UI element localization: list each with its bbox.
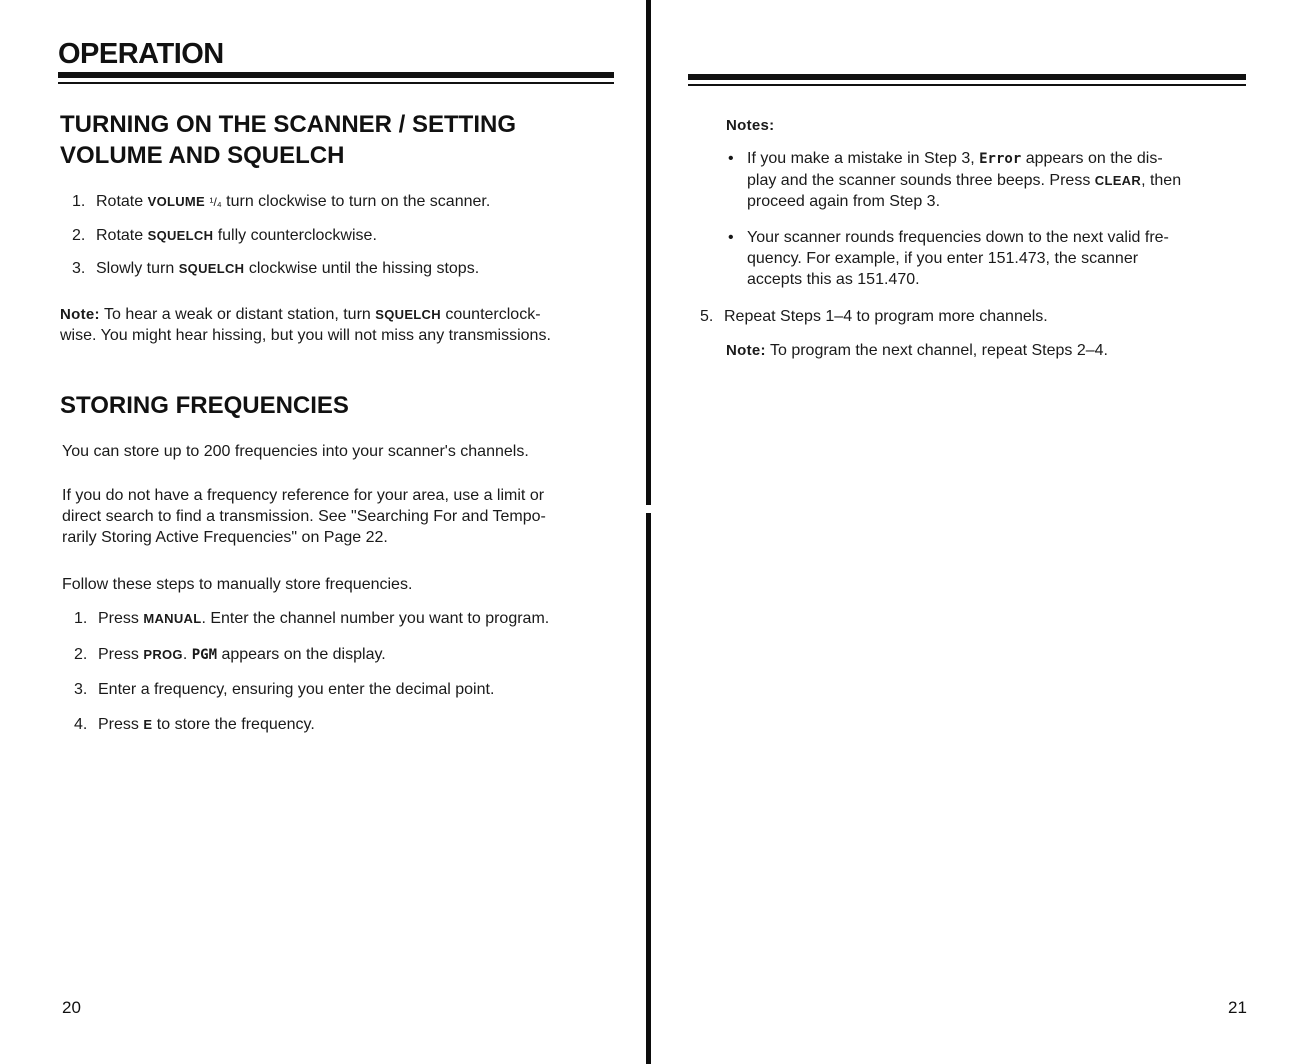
step-text: Rotate xyxy=(96,193,148,210)
display-text: Error xyxy=(979,151,1022,167)
paragraph: You can store up to 200 frequencies into your scanner's channels. xyxy=(62,443,529,460)
paragraph: Follow these steps to manually store frequencies. xyxy=(62,576,413,593)
note-text: accepts this as 151.470. xyxy=(747,271,920,288)
step-text: clockwise until the hissing stops. xyxy=(244,260,480,277)
step-number: 1. xyxy=(72,193,86,210)
note-bullet xyxy=(747,148,1245,212)
step-item xyxy=(700,306,1048,327)
note-text: counterclock- xyxy=(440,306,541,323)
note-text: proceed again from Step 3. xyxy=(747,193,941,210)
key-label: SQUELCH xyxy=(375,307,441,322)
notes-label: Notes: xyxy=(726,117,775,134)
step-item xyxy=(74,608,549,629)
note-text: To program the next channel, repeat Steps 2–4. xyxy=(765,342,1108,359)
key-label: PROG xyxy=(143,647,183,662)
step-text: appears on the display. xyxy=(217,646,386,663)
step-item xyxy=(74,714,315,735)
step-number: 3. xyxy=(74,681,88,698)
step-text: . xyxy=(182,646,192,663)
section-heading-storing: STORING FREQUENCIES xyxy=(60,392,349,419)
step-item xyxy=(74,679,494,700)
left-page xyxy=(0,0,640,1064)
step-text: Rotate xyxy=(96,227,148,244)
step-number: 2. xyxy=(72,227,86,244)
note-text: If you make a mistake in Step 3, xyxy=(747,150,980,167)
key-label: VOLUME xyxy=(147,194,206,209)
note-bullet xyxy=(747,227,1247,290)
section-heading-turning-on xyxy=(60,109,516,171)
display-text: PGM xyxy=(191,647,218,663)
key-label: E xyxy=(143,717,153,732)
note-label: Note: xyxy=(60,306,100,323)
note-paragraph xyxy=(60,304,618,346)
step-text: Slowly turn xyxy=(96,260,179,277)
heading-line-2: VOLUME AND SQUELCH xyxy=(60,142,345,169)
step-text: Press xyxy=(98,716,144,733)
step-number: 3. xyxy=(72,260,86,277)
step-text: fully counterclockwise. xyxy=(213,227,377,244)
note-text: , then xyxy=(1141,172,1182,189)
bullet-marker: • xyxy=(728,229,734,246)
step-text: to store the frequency. xyxy=(152,716,315,733)
note-text: appears on the dis- xyxy=(1021,150,1163,167)
page-title: OPERATION xyxy=(58,38,224,70)
note-text: play and the scanner sounds three beeps. Press xyxy=(747,172,1095,189)
step-number: 5. xyxy=(700,308,714,325)
step-item xyxy=(72,225,377,246)
step-item xyxy=(74,644,386,666)
step-text: Press xyxy=(98,646,144,663)
step-item xyxy=(72,258,479,279)
note-text: Your scanner rounds frequencies down to the next valid fre- xyxy=(747,229,1169,246)
key-label: MANUAL xyxy=(143,611,202,626)
heading-line-1: TURNING ON THE SCANNER / SETTING xyxy=(60,111,517,138)
step-text: Repeat Steps 1–4 to program more channels. xyxy=(724,308,1048,325)
note-text: quency. For example, if you enter 151.473, the scanner xyxy=(747,250,1139,267)
note-paragraph xyxy=(726,340,1108,361)
step-text: . Enter the channel number you want to program. xyxy=(201,610,550,627)
note-text: wise. You might hear hissing, but you will not miss any transmissions. xyxy=(60,327,551,344)
step-text: Press xyxy=(98,610,144,627)
bullet-marker: • xyxy=(728,150,734,167)
key-label: CLEAR xyxy=(1094,173,1142,188)
note-label: Note: xyxy=(726,342,766,359)
paragraph-line: direct search to find a transmission. See "Searching For and Tempo- xyxy=(62,508,546,525)
right-page xyxy=(650,0,1296,1064)
step-text: turn clockwise to turn on the scanner. xyxy=(221,193,491,210)
step-text: Enter a frequency, ensuring you enter the decimal point. xyxy=(98,681,495,698)
page-number-right: 21 xyxy=(1228,998,1247,1017)
fraction: ¹/₄ xyxy=(209,195,222,209)
note-text: To hear a weak or distant station, turn xyxy=(99,306,376,323)
step-item xyxy=(72,191,490,213)
paragraph xyxy=(62,485,618,548)
step-number: 4. xyxy=(74,716,88,733)
key-label: SQUELCH xyxy=(178,261,245,276)
paragraph-line: If you do not have a frequency reference for your area, use a limit or xyxy=(62,487,545,504)
step-number: 2. xyxy=(74,646,88,663)
page-number-left: 20 xyxy=(62,998,81,1017)
paragraph-line: rarily Storing Active Frequencies" on Page 22. xyxy=(62,529,388,546)
step-number: 1. xyxy=(74,610,88,627)
key-label: SQUELCH xyxy=(147,228,214,243)
